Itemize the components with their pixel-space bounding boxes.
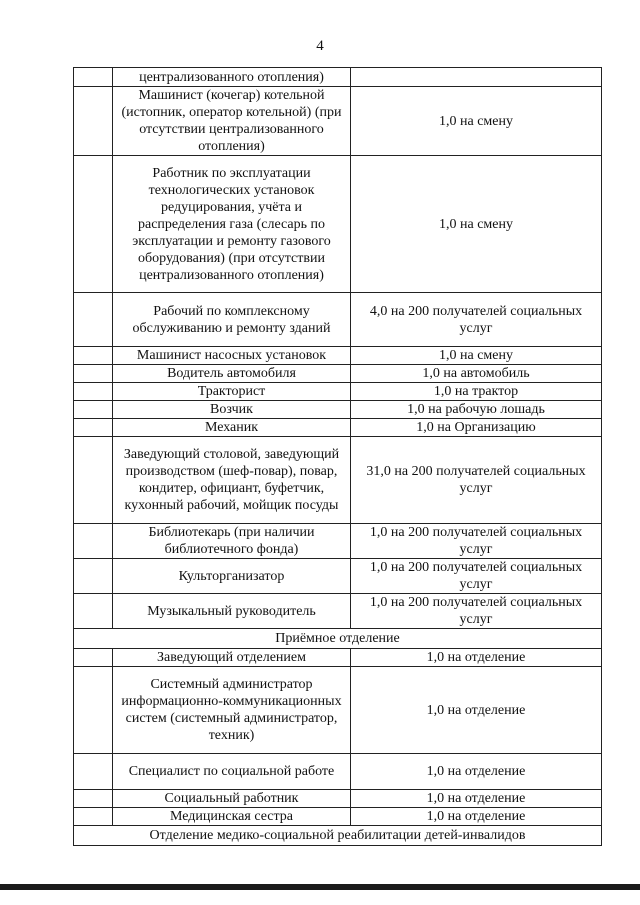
row-number-cell — [74, 754, 113, 790]
scan-edge-bar — [0, 884, 640, 890]
staffing-table — [73, 67, 602, 846]
table-row — [74, 365, 602, 383]
row-number-cell — [74, 419, 113, 437]
norm-cell: 1,0 на Организацию — [351, 419, 602, 437]
table-row — [74, 524, 602, 559]
norm-cell: 1,0 на 200 получателей социальных услуг — [351, 594, 602, 629]
norm-cell — [351, 68, 602, 87]
staffing-table-body — [74, 68, 602, 846]
norm-cell: 1,0 на смену — [351, 156, 602, 293]
norm-cell: 1,0 на смену — [351, 87, 602, 156]
table-row — [74, 87, 602, 156]
row-number-cell — [74, 365, 113, 383]
position-cell: Работник по эксплуатации технологических установок редуцирования, учёта и распределения газа (слесарь по эксплуатации и ремонту газового оборудования) (при отсутствии централизованного отопления) — [113, 156, 351, 293]
table-row — [74, 347, 602, 365]
position-cell: Машинист насосных установок — [113, 347, 351, 365]
norm-cell: 1,0 на отделение — [351, 808, 602, 826]
row-number-cell — [74, 347, 113, 365]
norm-cell: 1,0 на 200 получателей социальных услуг — [351, 559, 602, 594]
norm-cell: 1,0 на автомобиль — [351, 365, 602, 383]
norm-cell: 1,0 на 200 получателей социальных услуг — [351, 524, 602, 559]
position-cell: Машинист (кочегар) котельной (истопник, оператор котельной) (при отсутствии централизованного отопления) — [113, 87, 351, 156]
norm-cell: 1,0 на рабочую лошадь — [351, 401, 602, 419]
norm-cell: 1,0 на трактор — [351, 383, 602, 401]
table-row — [74, 649, 602, 667]
table-row — [74, 156, 602, 293]
row-number-cell — [74, 649, 113, 667]
section-title: Отделение медико-социальной реабилитации детей-инвалидов — [74, 826, 602, 846]
position-cell: Медицинская сестра — [113, 808, 351, 826]
row-number-cell — [74, 790, 113, 808]
position-cell: Музыкальный руководитель — [113, 594, 351, 629]
table-row — [74, 437, 602, 524]
table-row — [74, 754, 602, 790]
position-cell: Библиотекарь (при наличии библиотечного фонда) — [113, 524, 351, 559]
row-number-cell — [74, 808, 113, 826]
row-number-cell — [74, 667, 113, 754]
norm-cell: 1,0 на смену — [351, 347, 602, 365]
table-row — [74, 667, 602, 754]
norm-cell: 1,0 на отделение — [351, 790, 602, 808]
norm-cell: 1,0 на отделение — [351, 649, 602, 667]
row-number-cell — [74, 383, 113, 401]
position-cell: Социальный работник — [113, 790, 351, 808]
table-row — [74, 594, 602, 629]
position-cell: Тракторист — [113, 383, 351, 401]
row-number-cell — [74, 594, 113, 629]
row-number-cell — [74, 87, 113, 156]
page-number: 4 — [316, 38, 324, 54]
row-number-cell — [74, 68, 113, 87]
position-cell: Культорганизатор — [113, 559, 351, 594]
table-row — [74, 293, 602, 347]
position-cell: Механик — [113, 419, 351, 437]
position-cell: Заведующий отделением — [113, 649, 351, 667]
position-cell: Заведующий столовой, заведующий производством (шеф-повар), повар, кондитер, официант, буфетчик, кухонный рабочий, мойщик посуды — [113, 437, 351, 524]
position-cell: Специалист по социальной работе — [113, 754, 351, 790]
table-row — [74, 790, 602, 808]
table-row — [74, 401, 602, 419]
norm-cell: 31,0 на 200 получателей социальных услуг — [351, 437, 602, 524]
position-cell: Системный администратор информационно-коммуникационных систем (системный администратор, техник) — [113, 667, 351, 754]
row-number-cell — [74, 559, 113, 594]
row-number-cell — [74, 437, 113, 524]
position-cell: централизованного отопления) — [113, 68, 351, 87]
table-row — [74, 559, 602, 594]
section-header-row — [74, 629, 602, 649]
table-row — [74, 383, 602, 401]
table-row — [74, 419, 602, 437]
row-number-cell — [74, 293, 113, 347]
section-title: Приёмное отделение — [74, 629, 602, 649]
row-number-cell — [74, 156, 113, 293]
row-number-cell — [74, 401, 113, 419]
position-cell: Водитель автомобиля — [113, 365, 351, 383]
table-row — [74, 68, 602, 87]
position-cell: Возчик — [113, 401, 351, 419]
table-row — [74, 808, 602, 826]
position-cell: Рабочий по комплексному обслуживанию и ремонту зданий — [113, 293, 351, 347]
section-header-row — [74, 826, 602, 846]
row-number-cell — [74, 524, 113, 559]
norm-cell: 4,0 на 200 получателей социальных услуг — [351, 293, 602, 347]
norm-cell: 1,0 на отделение — [351, 754, 602, 790]
norm-cell: 1,0 на отделение — [351, 667, 602, 754]
